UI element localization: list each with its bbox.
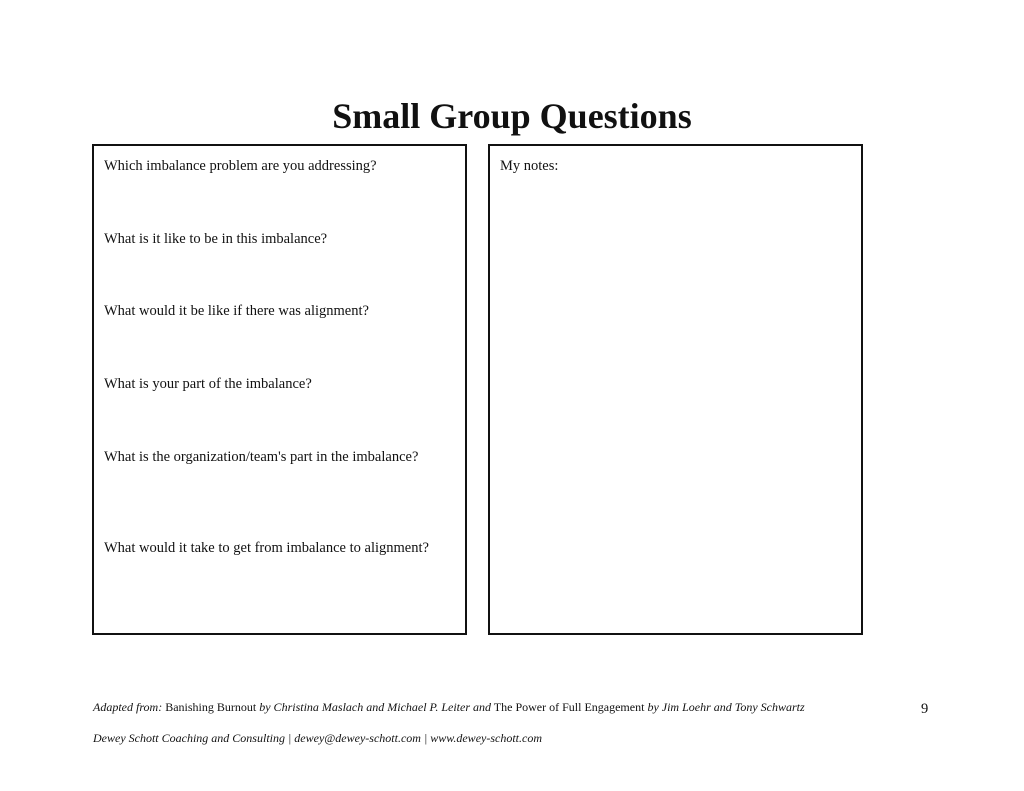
notes-label: My notes:: [500, 158, 559, 174]
questions-panel: [92, 144, 467, 635]
footer-book-authors: by Jim Loehr and Tony Schwartz: [647, 700, 805, 714]
question-item: What is the organization/team's part in the imbalance?: [104, 449, 419, 465]
question-item: What is it like to be in this imbalance?: [104, 231, 328, 247]
question-item: What would it be like if there was alignment?: [104, 303, 369, 319]
footer-book-authors: by Christina Maslach and Michael P. Leiter and: [259, 700, 491, 714]
footer-attribution: [93, 700, 805, 715]
question-item: Which imbalance problem are you addressing?: [104, 158, 377, 174]
question-item: What is your part of the imbalance?: [104, 376, 312, 392]
footer-contact-text: Dewey Schott Coaching and Consulting | dewey@dewey-schott.com | www.dewey-schott.com: [93, 731, 542, 745]
footer-book-title: The Power of Full Engagement: [493, 700, 645, 714]
notes-panel: [488, 144, 863, 635]
footer-adapted-prefix: Adapted from:: [93, 700, 163, 714]
footer-book-title: Banishing Burnout: [165, 700, 257, 714]
footer-contact: [93, 731, 542, 746]
question-item: What would it take to get from imbalance to alignment?: [104, 540, 429, 556]
page-number: 9: [921, 701, 929, 717]
page-title: Small Group Questions: [332, 96, 692, 136]
